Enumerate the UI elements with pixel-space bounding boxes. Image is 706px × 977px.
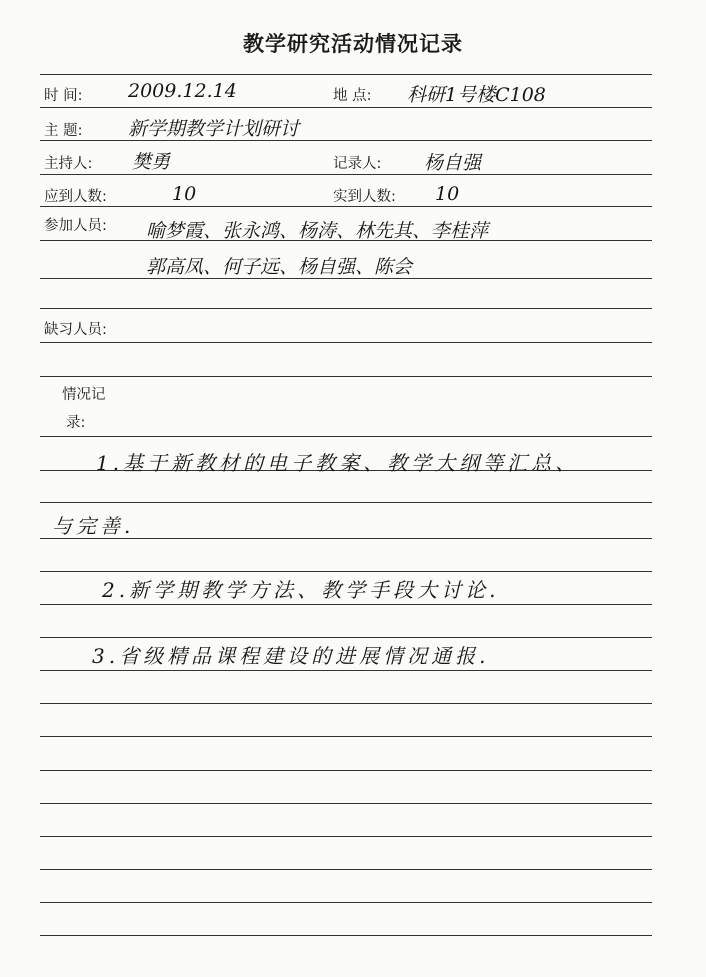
ruled-line [40, 703, 652, 704]
participants-line2: 郭高凤、何子远、杨自强、陈会 [146, 256, 413, 278]
ruled-line [40, 604, 652, 605]
ruled-line [40, 502, 652, 503]
situation-label-line1: 情况记 [62, 387, 106, 403]
record-item-2: 2.新学期教学方法、教学手段大讨论. [102, 578, 500, 602]
ruled-line [40, 376, 652, 377]
ruled-line [40, 869, 652, 870]
host-label: 主持人: [44, 156, 93, 172]
ruled-line [40, 174, 652, 175]
absent-label: 缺习人员: [44, 322, 107, 338]
actual-count-value: 10 [435, 183, 460, 205]
record-item-1-line2: 与完善. [52, 514, 135, 538]
expected-count-label: 应到人数: [44, 189, 107, 205]
place-value: 科研1号楼C108 [407, 84, 546, 106]
expected-count-value: 10 [172, 183, 197, 205]
topic-label: 主 题: [44, 123, 83, 139]
ruled-line [40, 107, 652, 108]
ruled-line [40, 436, 652, 437]
ruled-line [40, 342, 652, 343]
form-title: 教学研究活动情况记录 [243, 31, 463, 56]
ruled-line [40, 736, 652, 737]
recorder-label: 记录人: [333, 156, 382, 172]
ruled-line [40, 935, 652, 936]
ruled-line [40, 637, 652, 638]
ruled-line [40, 571, 652, 572]
situation-label-line2: 录: [66, 415, 86, 431]
record-item-3: 3.省级精品课程建设的进展情况通报. [92, 644, 490, 668]
participants-label: 参加人员: [44, 218, 107, 234]
time-value: 2009.12.14 [128, 80, 237, 102]
place-label: 地 点: [333, 88, 372, 104]
ruled-line [40, 308, 652, 309]
actual-count-label: 实到人数: [333, 189, 396, 205]
time-label: 时 间: [44, 88, 83, 104]
recorder-value: 杨自强 [424, 152, 482, 174]
ruled-line [40, 836, 652, 837]
ruled-line [40, 770, 652, 771]
ruled-line [40, 902, 652, 903]
participants-line1: 喻梦霞、张永鸿、杨涛、林先其、李桂萍 [146, 220, 489, 242]
ruled-line [40, 74, 652, 75]
ruled-line [40, 670, 652, 671]
host-value: 樊勇 [132, 151, 171, 173]
ruled-line [40, 206, 652, 207]
record-item-1-line1: 1.基于新教材的电子教案、教学大纲等汇总、 [96, 451, 580, 475]
topic-value: 新学期教学计划研讨 [128, 118, 300, 140]
ruled-line [40, 803, 652, 804]
